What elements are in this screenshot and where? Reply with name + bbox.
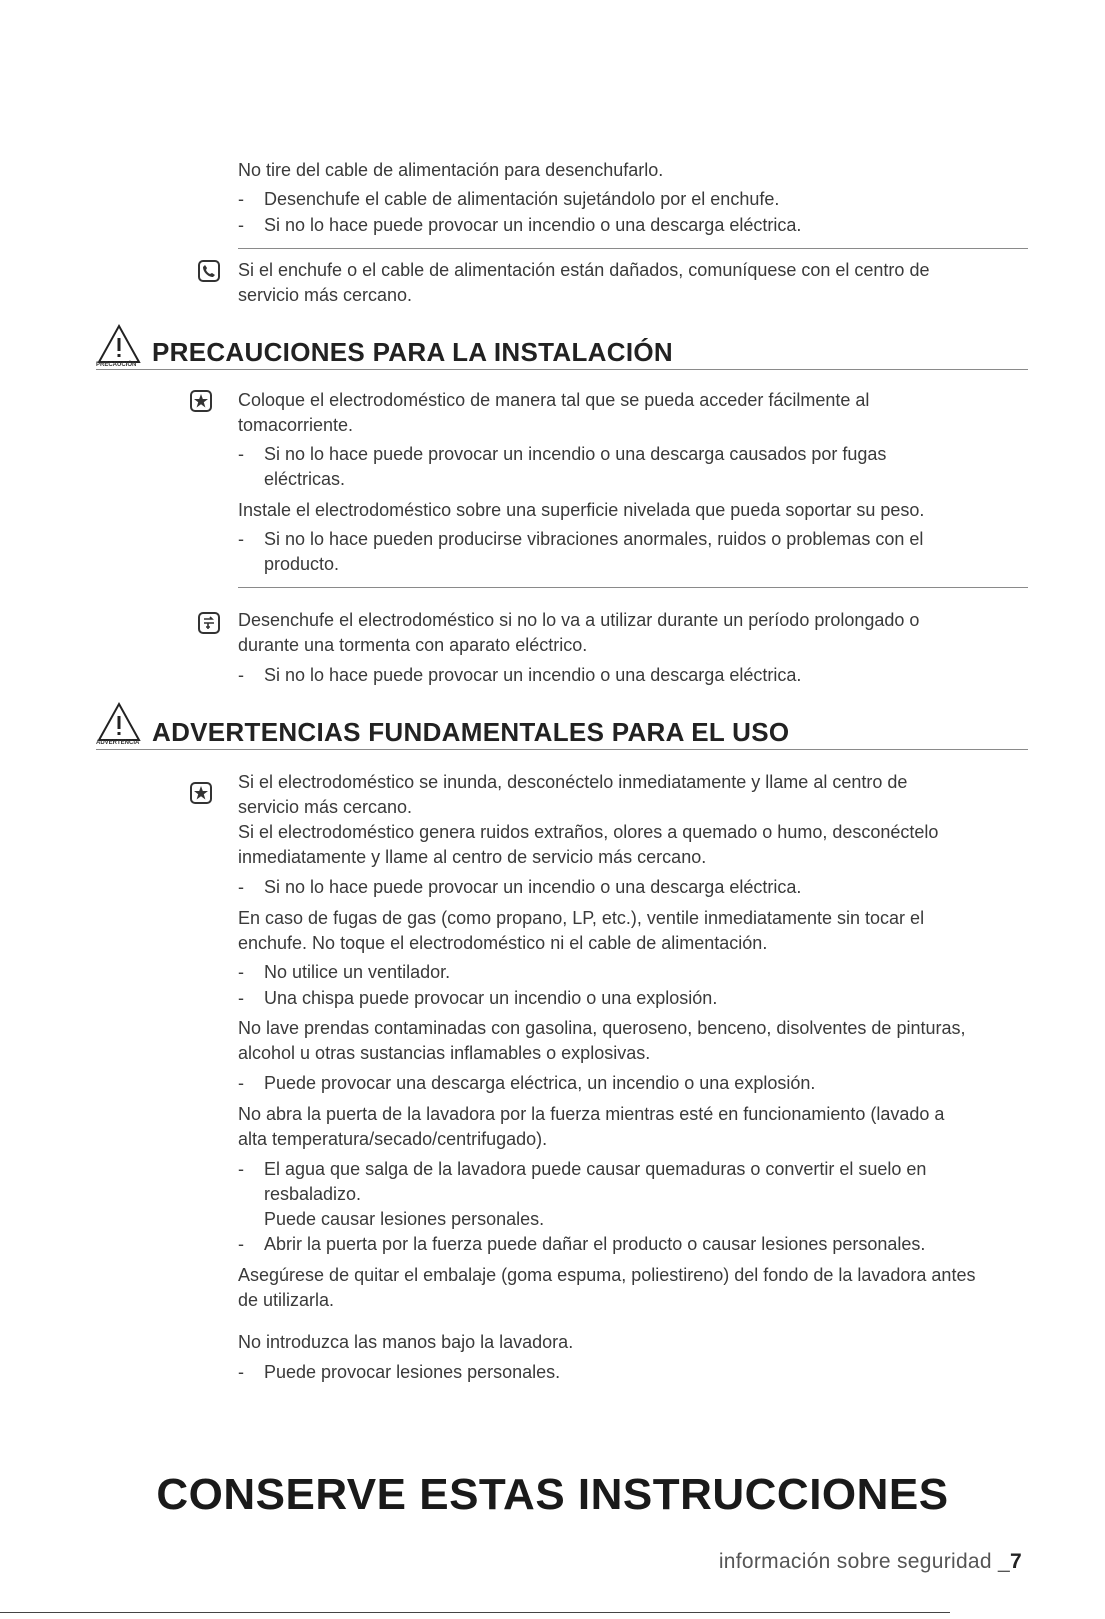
bullet-dash: -	[238, 1073, 244, 1093]
paragraph: No tire del cable de alimentación para desenchufarlo.	[238, 160, 664, 180]
bullet-dash: -	[238, 1159, 244, 1179]
warning-label: ADVERTENCIA	[96, 740, 140, 746]
page-footer	[719, 1550, 1022, 1574]
bullet-text: Puede provocar lesiones personales.	[264, 1362, 561, 1382]
paragraph-line: Si el electrodoméstico se inunda, desconéctelo inmediatamente y llame al centro de	[238, 772, 908, 792]
bullet-text: producto.	[264, 554, 340, 574]
section-rule	[96, 369, 1028, 370]
bullet-dash: -	[238, 988, 244, 1008]
bullet-text: Si no lo hace puede provocar un incendio o una descarga causados por fugas	[264, 444, 887, 464]
divider	[238, 248, 1028, 249]
paragraph-line: No abra la puerta de la lavadora por la fuerza mientras esté en funcionamiento (lavado a	[238, 1104, 945, 1124]
bullet-text: Abrir la puerta por la fuerza puede dañar el producto o causar lesiones personales.	[264, 1234, 926, 1254]
bullet-text: No utilice un ventilador.	[264, 962, 451, 982]
bullet-item	[238, 875, 1054, 900]
paragraph-line: En caso de fugas de gas (como propano, LP, etc.), ventile inmediatamente sin tocar el	[238, 908, 925, 928]
bullet-text: resbaladizo.	[264, 1184, 362, 1204]
paragraph-line: tomacorriente.	[238, 415, 354, 435]
phone-icon	[198, 260, 220, 282]
paragraph-line: de utilizarla.	[238, 1290, 335, 1310]
bullet-item	[238, 1071, 1054, 1096]
bullet-text: Puede causar lesiones personales.	[264, 1209, 545, 1229]
bullet-text: Si no lo hace puede provocar un incendio o una descarga eléctrica.	[264, 215, 802, 235]
paragraph-line: servicio más cercano.	[238, 797, 413, 817]
precaution-label: PRECAUCIÓN	[96, 362, 137, 368]
bullet-item	[238, 663, 1054, 688]
paragraph-line: Desenchufe el electrodoméstico si no lo va a utilizar durante un período prolongado o	[238, 610, 920, 630]
paragraph-line: Si el electrodoméstico genera ruidos extraños, olores a quemado o humo, desconéctelo	[238, 822, 939, 842]
star-icon	[190, 390, 212, 412]
divider	[238, 587, 1028, 588]
note-line: Si el enchufe o el cable de alimentación están dañados, comuníquese con el centro de	[238, 260, 930, 280]
paragraph-line: alcohol u otras sustancias inflamables o explosivas.	[238, 1043, 651, 1063]
bullet-item	[238, 960, 1054, 985]
page-number: 7	[1010, 1550, 1022, 1573]
bullet-text: El agua que salga de la lavadora puede causar quemaduras o convertir el suelo en	[264, 1159, 927, 1179]
bullet-item	[238, 442, 1054, 467]
bullet-dash: -	[238, 189, 244, 209]
paragraph-line: Asegúrese de quitar el embalaje (goma espuma, poliestireno) del fondo de la lavadora antes	[238, 1265, 976, 1285]
bullet-dash: -	[238, 529, 244, 549]
note-line: servicio más cercano.	[238, 285, 413, 305]
bullet-item	[238, 1157, 1054, 1182]
bullet-dash: -	[238, 215, 244, 235]
closing-title: CONSERVE ESTAS INSTRUCCIONES	[156, 1470, 949, 1519]
bullet-text: Si no lo hace pueden producirse vibraciones anormales, ruidos o problemas con el	[264, 529, 924, 549]
paragraph: Instale el electrodoméstico sobre una superficie nivelada que pueda soportar su peso.	[238, 500, 925, 520]
unplug-icon	[198, 612, 220, 634]
bullet-dash: -	[238, 1234, 244, 1254]
bullet-dash: -	[238, 444, 244, 464]
bottom-rule	[0, 1612, 950, 1613]
paragraph-line: durante una tormenta con aparato eléctrico.	[238, 635, 588, 655]
bullet-text: Si no lo hace puede provocar un incendio o una descarga eléctrica.	[264, 665, 802, 685]
bullet-item	[238, 527, 1054, 552]
section-title: ADVERTENCIAS FUNDAMENTALES PARA EL USO	[152, 717, 790, 747]
star-icon	[190, 782, 212, 804]
bullet-dash: -	[238, 962, 244, 982]
bullet-item	[238, 187, 1054, 212]
bullet-dash: -	[238, 877, 244, 897]
footer-label: información sobre seguridad _	[718, 1550, 1011, 1573]
bullet-item	[238, 986, 1054, 1011]
paragraph-line: inmediatamente y llame al centro de servicio más cercano.	[238, 847, 707, 867]
bullet-text: eléctricas.	[264, 469, 346, 489]
paragraph: No introduzca las manos bajo la lavadora.	[238, 1332, 574, 1352]
bullet-item	[238, 1232, 1054, 1257]
paragraph-line: Coloque el electrodoméstico de manera tal que se pueda acceder fácilmente al	[238, 390, 870, 410]
bullet-text: Desenchufe el cable de alimentación sujetándolo por el enchufe.	[264, 189, 780, 209]
section-title: PRECAUCIONES PARA LA INSTALACIÓN	[152, 337, 673, 367]
bullet-continuation	[238, 467, 1054, 492]
paragraph-line: alta temperatura/secado/centrifugado).	[238, 1129, 548, 1149]
bullet-text: Una chispa puede provocar un incendio o una explosión.	[264, 988, 718, 1008]
bullet-continuation	[238, 552, 1054, 577]
section-rule	[96, 749, 1028, 750]
bullet-text: Puede provocar una descarga eléctrica, un incendio o una explosión.	[264, 1073, 816, 1093]
bullet-text: Si no lo hace puede provocar un incendio o una descarga eléctrica.	[264, 877, 802, 897]
paragraph-line: enchufe. No toque el electrodoméstico ni el cable de alimentación.	[238, 933, 768, 953]
bullet-continuation	[238, 1182, 1054, 1207]
bullet-dash: -	[238, 665, 244, 685]
bullet-dash: -	[238, 1362, 244, 1382]
bullet-continuation	[238, 1207, 1054, 1232]
bullet-item	[238, 213, 1054, 238]
bullet-item	[238, 1360, 1054, 1385]
paragraph-line: No lave prendas contaminadas con gasolina, queroseno, benceno, disolventes de pinturas,	[238, 1018, 966, 1038]
